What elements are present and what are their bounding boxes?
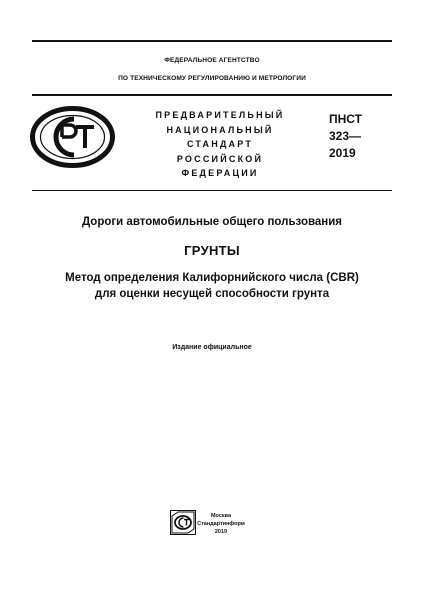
publisher-name: Стандартинформ [197, 521, 245, 527]
document-title-subtitle [32, 270, 392, 302]
publisher-year: 2019 [214, 529, 228, 535]
standartinform-logo-icon [170, 510, 196, 535]
standard-code-prefix: ПНСТ [329, 112, 362, 126]
publisher-info [196, 512, 246, 536]
standard-type-line: НАЦИОНАЛЬНЫЙ [166, 124, 274, 135]
document-title-main: ГРУНТЫ [184, 243, 240, 258]
standard-code-year: 2019 [329, 146, 356, 160]
header-rule [32, 94, 392, 96]
edition-label: Издание официальное [172, 344, 252, 351]
rst-certification-mark-icon [30, 106, 115, 168]
subtitle-line-1: Метод определения Калифорнийского числа (CBR) [65, 272, 359, 284]
standard-type-line: РОССИЙСКОЙ [176, 153, 264, 164]
standard-type-line: ФЕДЕРАЦИИ [181, 168, 259, 178]
publisher-city: Москва [210, 513, 232, 519]
standard-type-line: ПРЕДВАРИТЕЛЬНЫЙ [155, 110, 285, 120]
standard-code [329, 111, 362, 162]
agency-name: ФЕДЕРАЛЬНОЕ АГЕНТСТВО [164, 57, 260, 64]
subtitle-line-2: для оценки несущей способности грунта [94, 288, 330, 300]
divider-rule [32, 190, 392, 191]
agency-subtitle: ПО ТЕХНИЧЕСКОМУ РЕГУЛИРОВАНИЮ И МЕТРОЛОГИИ [118, 75, 306, 82]
standard-code-number: 323— [329, 129, 362, 143]
standard-type [140, 108, 300, 181]
standard-type-line: СТАНДАРТ [186, 139, 254, 149]
document-title-category: Дороги автомобильные общего пользования [81, 216, 343, 228]
top-rule [32, 40, 392, 42]
